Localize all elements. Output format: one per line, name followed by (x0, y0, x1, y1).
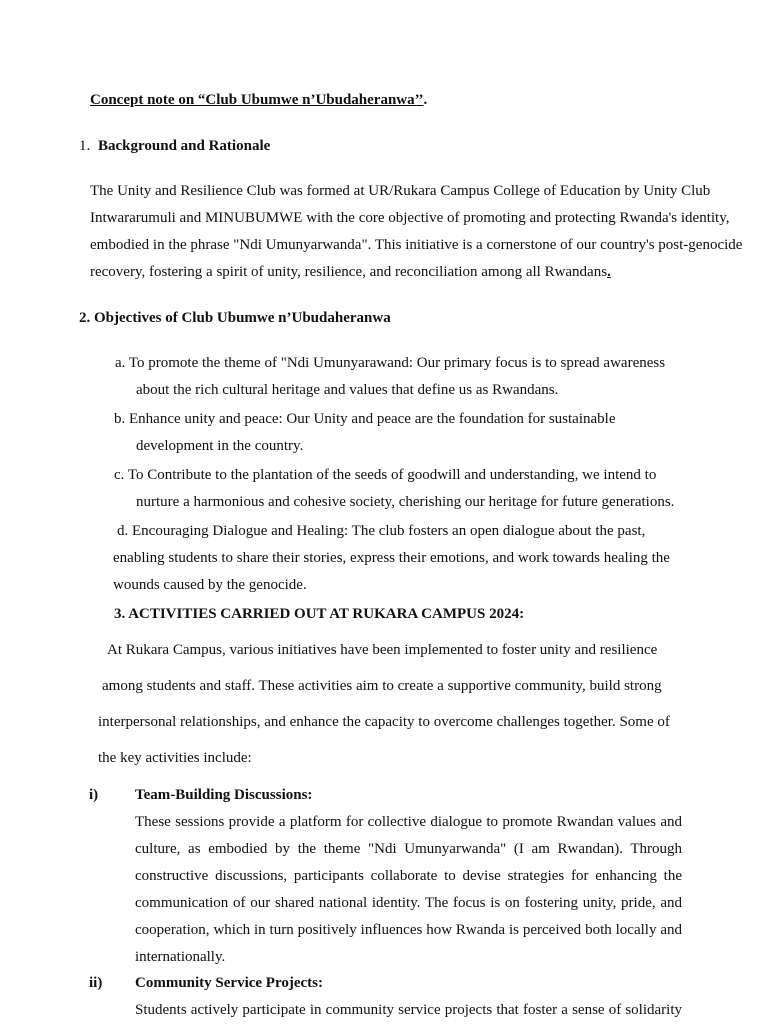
activity-1-numeral: i) (89, 787, 99, 803)
objective-b-line-1: b. Enhance unity and peace: Our Unity and peace are the foundation for sustainable (114, 411, 616, 427)
section1-line-1: The Unity and Resilience Club was formed at UR/Rukara Campus College of Education by Unity Club (90, 183, 711, 199)
objective-a-line-1: a. To promote the theme of "Ndi Umunyarawand: Our primary focus is to spread awareness (115, 355, 666, 371)
document-title (90, 92, 427, 109)
section1-line-4 (90, 264, 611, 281)
section1-heading (79, 138, 270, 155)
section2-heading (79, 310, 391, 327)
activity-1-line-4: communication of our shared national identity. The focus is on fostering unity, pride, and (135, 895, 682, 911)
activity-2-numeral: ii) (89, 975, 103, 991)
section3-intro-line-4: the key activities include: (98, 750, 252, 766)
objective-d-line-3: wounds caused by the genocide. (113, 577, 307, 593)
activity-2-line-1: Students actively participate in community service projects that foster a sense of solidarity (135, 1002, 682, 1018)
title-period: . (423, 92, 428, 108)
section2-title: bjectives of Club Ubumwe n’Ubudaheranwa (105, 310, 391, 326)
section1-period: . (607, 264, 611, 280)
section1-number: 1. (79, 138, 91, 154)
objective-b-line-2: development in the country. (136, 438, 304, 454)
activity-1-line-5: cooperation, which in turn positively influences how Rwanda is perceived both locally and (135, 922, 682, 938)
objective-c-line-2: nurture a harmonious and cohesive society, cherishing our heritage for future generations. (136, 494, 675, 510)
activity-1-title: Team-Building Discussions: (135, 787, 313, 803)
activity-1-line-6: internationally. (135, 949, 226, 965)
section1-line-2: Intwararumuli and MINUBUMWE with the core objective of promoting and protecting Rwanda's identity, (90, 210, 730, 226)
activity-1-line-3: constructive discussions, participants collaborate to devise strategies for enhancing the (135, 868, 682, 884)
section1-last-line: recovery, fostering a spirit of unity, resilience, and reconciliation among all Rwandans (90, 264, 608, 280)
section3-intro-line-2: among students and staff. These activities aim to create a supportive community, build strong (102, 678, 662, 694)
section3-heading: 3. ACTIVITIES CARRIED OUT AT RUKARA CAMPUS 2024: (114, 606, 525, 622)
objective-a-line-2: about the rich cultural heritage and values that define us as Rwandans. (136, 382, 559, 398)
section3-intro-line-1: At Rukara Campus, various initiatives have been implemented to foster unity and resilience (107, 642, 658, 658)
objective-d-line-2: enabling students to share their stories, express their emotions, and work towards healing the (113, 550, 670, 566)
title-text: Concept note on “Club Ubumwe n’Ubudaheranwa’’ (90, 92, 424, 108)
section1-title: Background and Rationale (98, 138, 271, 154)
objective-d-line-1: d. Encouraging Dialogue and Healing: The club fosters an open dialogue about the past, (117, 523, 646, 539)
objective-c-line-1: c. To Contribute to the plantation of the seeds of goodwill and understanding, we intend to (114, 467, 657, 483)
activity-2-title: Community Service Projects: (135, 975, 323, 991)
activity-1-line-1: These sessions provide a platform for collective dialogue to promote Rwandan values and (135, 814, 682, 830)
activity-1-line-2: culture, as embodied by the theme "Ndi Umunyarwanda" (I am Rwandan). Through (135, 841, 682, 857)
section3-intro-line-3: interpersonal relationships, and enhance the capacity to overcome challenges together. Some of (98, 714, 670, 730)
section1-line-3: embodied in the phrase "Ndi Umunyarwanda". This initiative is a cornerstone of our country's post-genocide (90, 237, 743, 253)
section2-number: 2. O (79, 310, 106, 326)
